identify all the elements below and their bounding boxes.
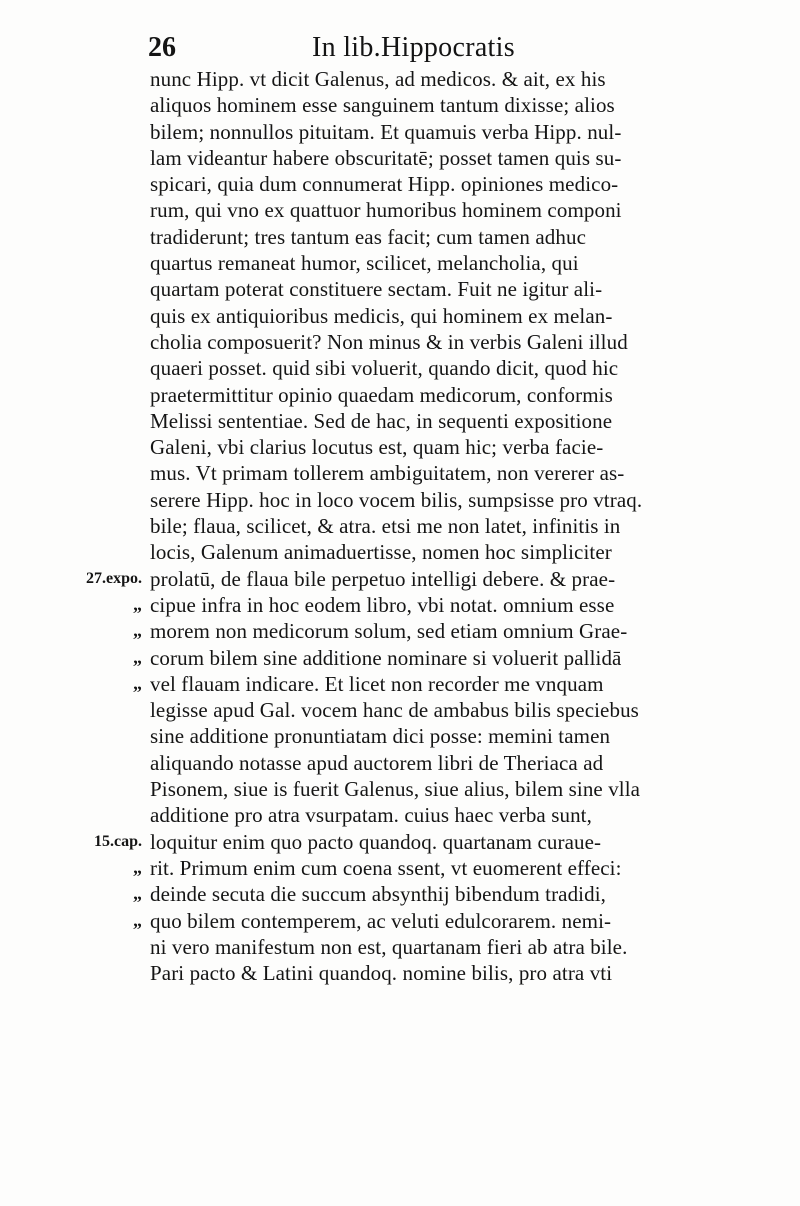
line-text: Melissi sententiae. Sed de hac, in sequenti expositione [150,408,613,433]
marginal-reference: 15.cap. [94,832,142,850]
text-line [0,119,800,145]
line-text: quartam poterat constituere sectam. Fuit ne igitur ali- [150,277,603,302]
line-text: morem non medicorum solum, sed etiam omnium Grae- [150,619,628,644]
line-text: quo bilem contemperem, ac veluti edulcorarem. nemi- [150,908,612,933]
quotation-mark: „ [133,593,142,614]
page-header [0,32,800,66]
text-line [0,224,800,250]
text-line [0,303,800,329]
line-text: corum bilem sine additione nominare si voluerit pallidā [150,645,622,670]
line-text: Pari pacto & Latini quandoq. nomine bilis, pro atra vti [150,961,613,986]
text-line [0,250,800,276]
line-text: aliquos hominem esse sanguinem tantum dixisse; alios [150,93,615,118]
text-line [0,960,800,986]
line-text: locis, Galenum animaduertisse, nomen hoc simpliciter [150,540,612,565]
text-line [0,750,800,776]
line-text: rit. Primum enim cum coena ssent, vt euomerent effeci: [150,855,622,880]
text-line [0,566,800,592]
line-text: serere Hipp. hoc in loco vocem bilis, sumpsisse pro vtraq. [150,487,643,512]
line-text: loquitur enim quo pacto quandoq. quartanam curaue- [150,829,602,854]
quotation-mark: „ [133,672,142,693]
line-text: cipue infra in hoc eodem libro, vbi notat. omnium esse [150,592,615,617]
text-line [0,197,800,223]
text-line [0,66,800,92]
text-line [0,382,800,408]
text-line [0,723,800,749]
line-text: nunc Hipp. vt dicit Galenus, ad medicos. & ait, ex his [150,67,606,91]
line-text: additione pro atra vsurpatam. cuius haec verba sunt, [150,803,592,828]
quotation-mark: „ [133,883,142,904]
quotation-mark: „ [133,909,142,930]
line-text: prolatū, de flaua bile perpetuo intelligi debere. & prae- [150,566,616,591]
line-text: praetermittitur opinio quaedam medicorum, conformis [150,382,613,407]
text-line [0,908,800,934]
text-line [0,618,800,644]
line-text: bile; flaua, scilicet, & atra. etsi me non latet, infinitis in [150,514,621,539]
text-line [0,671,800,697]
running-head: In lib.Hippocratis [312,32,515,63]
text-line [0,829,800,855]
text-line [0,855,800,881]
page-number: 26 [148,32,176,63]
text-line [0,934,800,960]
text-line [0,145,800,171]
line-text: ni vero manifestum non est, quartanam fieri ab atra bile. [150,934,628,959]
line-text: spicari, quia dum connumerat Hipp. opiniones medico- [150,172,619,197]
line-text: vel flauam indicare. Et licet non recorder me vnquam [150,671,604,696]
text-line [0,171,800,197]
line-text: mus. Vt primam tollerem ambiguitatem, non vererer as- [150,461,625,486]
text-line [0,776,800,802]
text-line [0,92,800,118]
text-line [0,434,800,460]
text-line [0,513,800,539]
line-text: tradiderunt; tres tantum eas facit; cum tamen adhuc [150,224,587,249]
line-text: quartus remaneat humor, scilicet, melancholia, qui [150,251,579,276]
text-line [0,276,800,302]
line-text: quaeri posset. quid sibi voluerit, quando dicit, quod hic [150,356,619,381]
text-line [0,802,800,828]
marginal-reference: 27.expo. [86,569,142,587]
line-text: sine additione pronuntiatam dici posse: memini tamen [150,724,611,749]
text-line [0,592,800,618]
line-text: aliquando notasse apud auctorem libri de Theriaca ad [150,750,604,775]
line-text: quis ex antiquioribus medicis, qui hominem ex melan- [150,303,613,328]
line-text: Pisonem, siue is fuerit Galenus, siue alius, bilem sine vlla [150,777,641,802]
line-text: rum, qui vno ex quattuor humoribus hominem componi [150,198,622,223]
text-line [0,539,800,565]
line-text: Galeni, vbi clarius locutus est, quam hic; verba facie- [150,435,604,460]
text-line [0,881,800,907]
text-line [0,645,800,671]
line-text: lam videantur habere obscuritatē; posset tamen quis su- [150,145,622,170]
text-line [0,329,800,355]
text-line [0,487,800,513]
body-text [0,66,800,986]
quotation-mark: „ [133,620,142,641]
text-line [0,697,800,723]
line-text: cholia composuerit? Non minus & in verbis Galeni illud [150,329,628,354]
text-line [0,460,800,486]
line-text: deinde secuta die succum absynthij bibendum tradidi, [150,882,607,907]
quotation-mark: „ [133,646,142,667]
quotation-mark: „ [133,856,142,877]
text-line [0,355,800,381]
line-text: bilem; nonnullos pituitam. Et quamuis verba Hipp. nul- [150,119,622,144]
text-line [0,408,800,434]
line-text: legisse apud Gal. vocem hanc de ambabus bilis speciebus [150,698,639,723]
